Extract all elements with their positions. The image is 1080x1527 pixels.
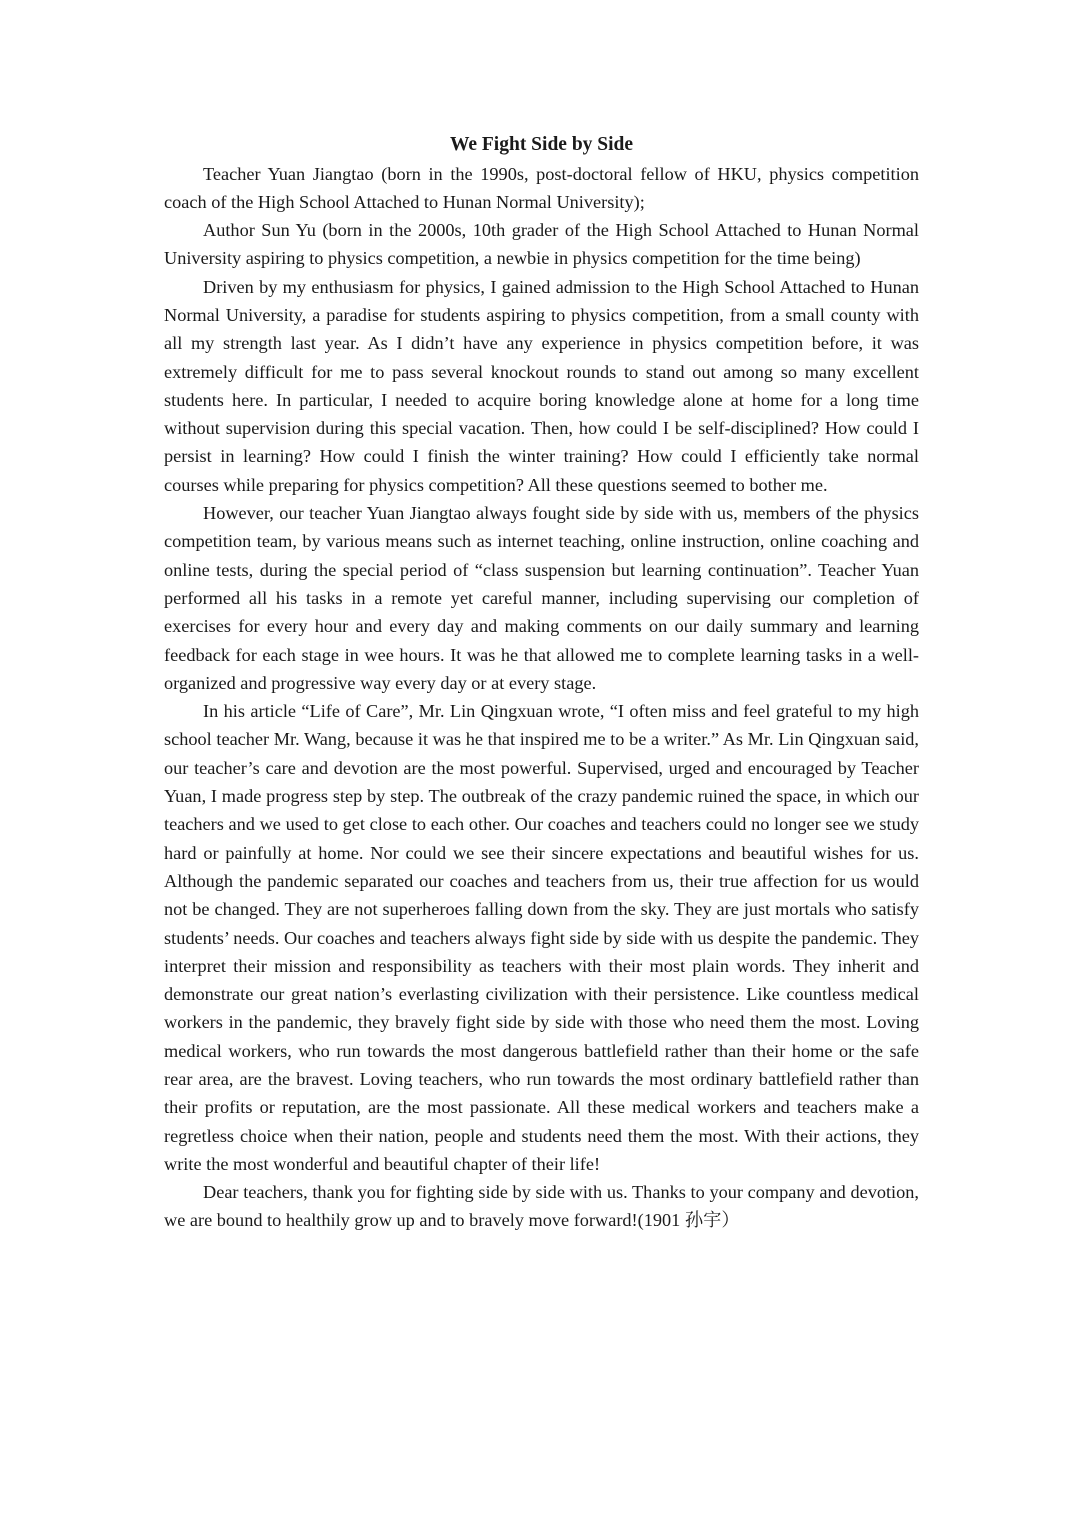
paragraph-reflection: In his article “Life of Care”, Mr. Lin Qingxuan wrote, “I often miss and feel grateful to my high school teacher Mr. Wang, because it was he that inspired me to be a writer.” As Mr. Lin Qingxuan said, our teacher’s care and devotion are the most powerful. Supervised, urged and encouraged by Teacher Yuan, I made progress step by step. The outbreak of the crazy pandemic ruined the space, in which our teachers and we used to get close to each other. Our coaches and teachers could no longer see we study hard or painfully at home. Nor could we see their sincere expectations and beautiful wishes for us. Although the pandemic separated our coaches and teachers from us, their true affection for us would not be changed. They are not superheroes falling down from the sky. They are just mortals who satisfy students’ needs. Our coaches and teachers always fight side by side with us despite the pandemic. They interpret their mission and responsibility as teachers with their most plain words. They inherit and demonstrate our great nation’s everlasting civilization with their persistence. Like countless medical workers in the pandemic, they bravely fight side by side with those who need them the most. Loving medical workers, who run towards the most dangerous battlefield rather than their home or the safe rear area, are the bravest. Loving teachers, who run towards the most ordinary battlefield rather than their profits or reputation, are the most passionate. All these medical workers and teachers make a regretless choice when their nation, people and students need them the most. With their actions, they write the most wonderful and beautiful chapter of their life! bbox=[164, 701, 919, 1174]
paragraph-teacher-intro: Teacher Yuan Jiangtao (born in the 1990s, post-doctoral fellow of HKU, physics competition coach of the High School Attached to Hunan Normal University); bbox=[164, 163, 919, 212]
paragraph-teacher-support: However, our teacher Yuan Jiangtao always fought side by side with us, members of the physics competition team, by various means such as internet teaching, online instruction, online coaching and online tests, during the special period of “class suspension but learning continuation”. Teacher Yuan performed all his tasks in a remote yet careful manner, including supervising our completion of exercises for every hour and every day and making comments on our daily summary and learning feedback for each stage in wee hours. It was he that allowed me to complete learning tasks in a well-organized and progressive way every day or at every stage. bbox=[164, 503, 919, 693]
paragraph-author-intro: Author Sun Yu (born in the 2000s, 10th grader of the High School Attached to Hunan Normal University aspiring to physics competition, a newbie in physics competition for the time being) bbox=[164, 220, 919, 269]
paragraph-background: Driven by my enthusiasm for physics, I gained admission to the High School Attached to Hunan Normal University, a paradise for students aspiring to physics competition, from a small county with all my strength last year. As I didn’t have any experience in physics competition before, it was extremely difficult for me to pass several knockout rounds to stand out among so many excellent students here. In particular, I needed to acquire boring knowledge alone at home for a long time without supervision during this special vacation. Then, how could I be self-disciplined? How could I persist in learning? How could I finish the winter training? How could I efficiently take normal courses while preparing for physics competition? All these questions seemed to bother me. bbox=[164, 276, 919, 495]
document-page bbox=[164, 131, 919, 1235]
paragraph-closing: Dear teachers, thank you for fighting side by side with us. Thanks to your company and devotion, we are bound to healthily grow up and to bravely move forward!(1901 孙宇） bbox=[164, 1182, 919, 1231]
document-title: We Fight Side by Side bbox=[449, 134, 634, 155]
